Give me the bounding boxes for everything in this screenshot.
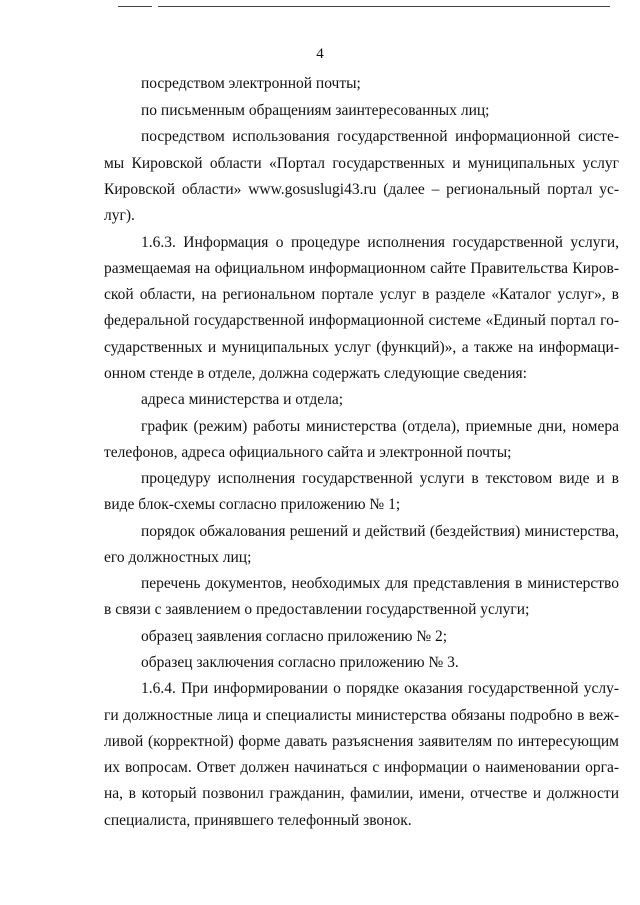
text-line: 1.6.4. При информировании о порядке оказания государственной услу- xyxy=(141,680,619,697)
text-line: 1.6.3. Информация о процедуре исполнения государственной услуги, xyxy=(141,234,619,251)
page-number: 4 xyxy=(316,46,324,62)
text-line: мы Кировской области «Портал государственных и муниципальных услуг xyxy=(104,155,619,172)
text-line: размещаемая на официальном информационном сайте Правительства Киров- xyxy=(104,260,619,277)
text-line: специалиста, принявшего телефонный звонок. xyxy=(104,812,412,829)
text-line: их вопросам. Ответ должен начинаться с информации о наименовании орга- xyxy=(104,759,619,776)
text-line: на, в который позвонил гражданин, фамилии, имени, отчестве и должности xyxy=(104,785,619,802)
text-line: луг). xyxy=(104,207,135,224)
text-line: порядок обжалования решений и действий (бездействия) министерства, xyxy=(141,523,619,540)
text-line: перечень документов, необходимых для представления в министерство xyxy=(141,575,619,592)
text-line: ливой (корректной) форме давать разъяснения заявителям по интересующим xyxy=(104,733,619,750)
text-line: образец заявления согласно приложению № 2; xyxy=(141,628,448,645)
text-line: посредством использования государственной информационной систе- xyxy=(141,128,619,145)
text-line: по письменным обращениям заинтересованных лиц; xyxy=(141,102,490,119)
text-line: Кировской области» www.gosuslugi43.ru (далее – региональный портал ус- xyxy=(104,181,619,198)
text-line: виде блок-схемы согласно приложению № 1; xyxy=(104,496,401,513)
text-line: в связи с заявлением о предоставлении государственной услуги; xyxy=(104,601,530,618)
text-line: образец заключения согласно приложению № 3. xyxy=(141,654,459,671)
text-line: ги должностные лица и специалисты министерства обязаны подробно в веж- xyxy=(104,707,619,724)
text-line: адреса министерства и отдела; xyxy=(141,391,344,408)
text-line: телефонов, адреса официального сайта и электронной почты; xyxy=(104,444,512,461)
text-line: его должностных лиц; xyxy=(104,549,252,566)
top-rule-left xyxy=(118,6,152,7)
text-line: процедуру исполнения государственной услуги в текстовом виде и в xyxy=(141,470,619,487)
text-line: онном стенде в отделе, должна содержать следующие сведения: xyxy=(104,365,527,382)
text-line: сударственных и муниципальных услуг (функций)», а также на информаци- xyxy=(104,339,619,356)
text-line: график (режим) работы министерства (отдела), приемные дни, номера xyxy=(141,418,619,435)
top-rule-right xyxy=(158,6,610,7)
text-line: федеральной государственной информационной системе «Единый портал го- xyxy=(104,312,619,329)
text-line: ской области, на региональном портале услуг в разделе «Каталог услуг», в xyxy=(104,286,619,303)
text-line: посредством электронной почты; xyxy=(141,75,361,92)
